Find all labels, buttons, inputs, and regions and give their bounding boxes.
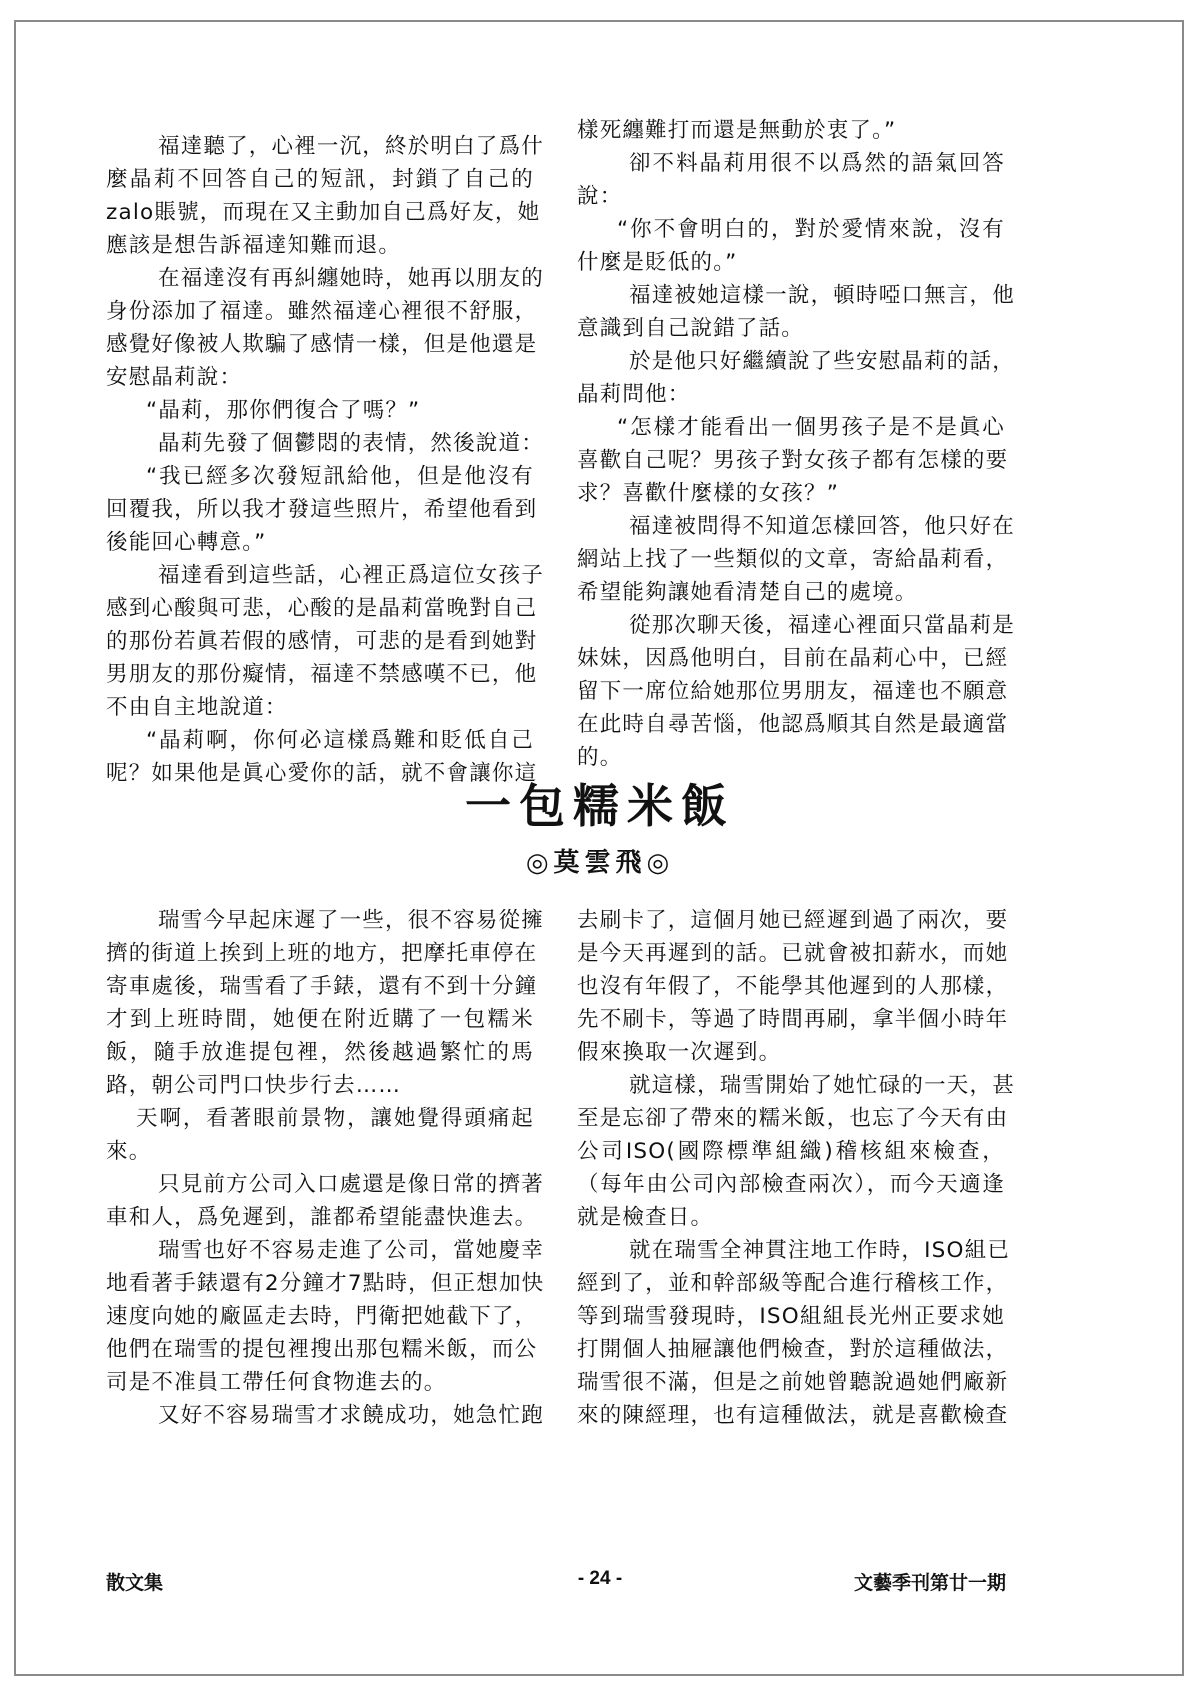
text-line: 車和人，爲免遲到，誰都希望能盡快進去。	[106, 1205, 538, 1230]
text-line: 才到上班時間，她便在附近購了一包糯米	[106, 1007, 534, 1032]
text-line: “怎樣才能看出一個男孩子是不是眞心	[617, 415, 1005, 440]
text-line: 男朋友的那份癡情，福達不禁感嘆不已，他	[106, 662, 538, 687]
text-line: 司是不准員工帶任何食物進去的。	[106, 1370, 447, 1395]
text-line: 樣死纏難打而還是無動於衷了。”	[577, 118, 897, 143]
article1-left-column	[106, 130, 544, 790]
text-line: 福達看到這些話，心裡正爲這位女孩子	[158, 563, 544, 588]
text-line: 福達被她這樣一說，頓時啞口無言，他	[629, 283, 1015, 308]
text-line: 希望能夠讓她看清楚自己的處境。	[577, 580, 918, 605]
text-line: 等到瑞雪發現時，ISO組組長光州正要求她	[577, 1304, 1005, 1329]
text-line: 路，朝公司門口快步行去……	[106, 1073, 402, 1098]
article1-right-column	[577, 114, 1015, 774]
text-line: “晶莉啊，你何必這樣爲難和貶低自己	[146, 728, 534, 753]
text-line: （每年由公司內部檢查兩次），而今天適逢	[577, 1172, 1005, 1197]
text-line: 感到心酸與可悲，心酸的是晶莉當晚對自己	[106, 596, 538, 621]
text-line: 後能回心轉意。”	[106, 530, 267, 555]
text-line: 來的陳經理，也有這種做法，就是喜歡檢查	[577, 1403, 1009, 1428]
text-line: 卻不料晶莉用很不以爲然的語氣回答	[629, 151, 1005, 176]
text-line: 寄車處後，瑞雪看了手錶，還有不到十分鐘	[106, 974, 538, 999]
article2-right-column	[577, 904, 1015, 1432]
text-line: 公司ISO(國際標準組織)稽核組來檢查，	[577, 1139, 1005, 1164]
text-line: 回覆我，所以我才發這些照片，希望他看到	[106, 497, 538, 522]
text-line: 天啊，看著眼前景物，讓她覺得頭痛起	[136, 1106, 534, 1131]
text-line: 妹妹，因爲他明白，目前在晶莉心中，已經	[577, 646, 1009, 671]
text-line: 晶莉先發了個鬱悶的表情，然後說道：	[158, 431, 544, 456]
text-line: 安慰晶莉說：	[106, 365, 243, 390]
text-line: “晶莉，那你們復合了嗎？”	[146, 398, 421, 423]
text-line: 他們在瑞雪的提包裡搜出那包糯米飯，而公	[106, 1337, 538, 1362]
text-line: 打開個人抽屜讓他們檢查，對於這種做法，	[577, 1337, 1009, 1362]
text-line: 意識到自己說錯了話。	[577, 316, 805, 341]
text-line: 假來換取一次遲到。	[577, 1040, 782, 1065]
text-line: 福達被問得不知道怎樣回答，他只好在	[629, 514, 1015, 539]
text-line: 去刷卡了，這個月她已經遲到過了兩次，要	[577, 908, 1009, 933]
text-line: 的那份若眞若假的感情，可悲的是看到她對	[106, 629, 538, 654]
text-line: 瑞雪也好不容易走進了公司，當她慶幸	[158, 1238, 544, 1263]
text-line: 飯，隨手放進提包裡，然後越過繁忙的馬	[106, 1040, 534, 1065]
text-line: 身份添加了福達。雖然福達心裡很不舒服，	[106, 299, 538, 324]
text-line: zalo賬號，而現在又主動加自己爲好友，她	[106, 200, 541, 225]
text-line: 網站上找了一些類似的文章，寄給晶莉看，	[577, 547, 1009, 572]
text-line: 的。	[577, 745, 623, 770]
footer-page-number: - 24 -	[577, 1568, 623, 1589]
text-line: 麼晶莉不回答自己的短訊，封鎖了自己的	[106, 167, 534, 192]
article-title: 一包糯米飯	[465, 779, 735, 833]
footer-publication-issue: 文藝季刊第廿一期	[853, 1573, 1006, 1594]
text-line: “你不會明白的，對於愛情來說，沒有	[617, 217, 1005, 242]
text-line: 感覺好像被人欺騙了感情一樣，但是他還是	[106, 332, 538, 357]
text-line: 擠的街道上挨到上班的地方，把摩托車停在	[106, 941, 538, 966]
text-line: 不由自主地說道：	[106, 695, 288, 720]
text-line: 福達聽了，心裡一沉，終於明白了爲什	[158, 134, 544, 159]
text-line: 地看著手錶還有2分鐘才7點時，但正想加快	[106, 1271, 545, 1296]
text-line: 喜歡自己呢？男孩子對女孩子都有怎樣的要	[577, 448, 1009, 473]
text-line: 就是檢查日。	[577, 1205, 714, 1230]
text-line: 瑞雪今早起床遲了一些，很不容易從擁	[158, 908, 544, 933]
text-line: 於是他只好繼續說了些安慰晶莉的話，	[629, 349, 1015, 374]
text-line: 晶莉問他：	[577, 382, 691, 407]
text-line: 呢？如果他是眞心愛你的話，就不會讓你這	[106, 761, 538, 786]
text-line: 是今天再遲到的話。已就會被扣薪水，而她	[577, 941, 1009, 966]
article2-left-column	[106, 904, 545, 1432]
text-line: 又好不容易瑞雪才求饒成功，她急忙跑	[158, 1403, 544, 1428]
text-line: 就在瑞雪全神貫注地工作時，ISO組已	[629, 1238, 1011, 1263]
text-line: 在此時自尋苦惱，他認爲順其自然是最適當	[577, 712, 1009, 737]
article-author: ◎莫雲飛◎	[525, 848, 675, 878]
text-line: 留下一席位給她那位男朋友，福達也不願意	[577, 679, 1009, 704]
text-line: 在福達沒有再糾纏她時，她再以朋友的	[158, 266, 544, 291]
text-line: 瑞雪很不滿，但是之前她曾聽說過她們廠新	[577, 1370, 1009, 1395]
text-line: 什麼是貶低的。”	[577, 250, 738, 275]
text-line: 速度向她的廠區走去時，門衛把她截下了，	[106, 1304, 538, 1329]
text-line: 來。	[106, 1139, 152, 1164]
text-line: 經到了，並和幹部級等配合進行稽核工作，	[577, 1271, 1009, 1296]
text-line: 只見前方公司入口處還是像日常的擠著	[158, 1172, 544, 1197]
text-line: 也沒有年假了，不能學其他遲到的人那樣，	[577, 974, 1009, 999]
footer-section-name: 散文集	[106, 1573, 164, 1594]
text-line: 從那次聊天後，福達心裡面只當晶莉是	[629, 613, 1015, 638]
text-line: 就這樣，瑞雪開始了她忙碌的一天，甚	[629, 1073, 1015, 1098]
text-line: 先不刷卡，等過了時間再刷，拿半個小時年	[577, 1007, 1009, 1032]
text-line: 至是忘卻了帶來的糯米飯，也忘了今天有由	[577, 1106, 1009, 1131]
text-line: 應該是想告訴福達知難而退。	[106, 233, 402, 258]
text-line: 說：	[577, 184, 623, 209]
text-line: “我已經多次發短訊給他，但是他沒有	[146, 464, 534, 489]
text-line: 求？喜歡什麼樣的女孩？”	[577, 481, 840, 506]
